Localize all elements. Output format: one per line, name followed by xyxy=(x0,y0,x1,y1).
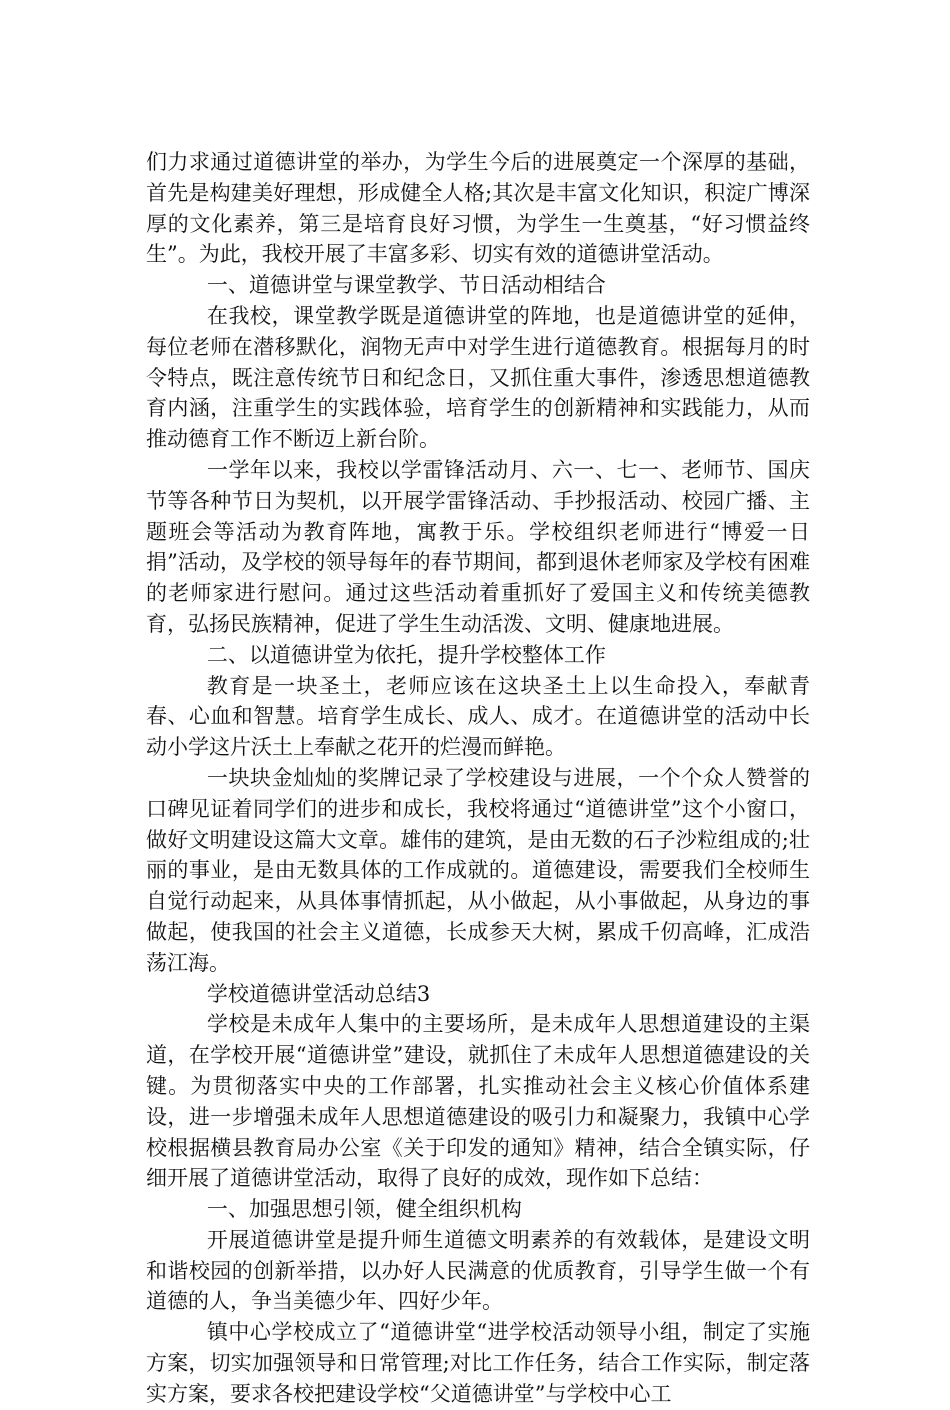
paragraph-moral-lecture-carrier: 开展道德讲堂是提升师生道德文明素养的有效载体，是建设文明和谐校园的创新举措，以办好人民满意的优质教育，引导学生做一个有道德的人，争当美德少年、四好少年。 xyxy=(146,1227,810,1314)
section-heading-2: 二、以道德讲堂为依托，提升学校整体工作 xyxy=(206,642,606,667)
document-page xyxy=(146,147,810,1410)
paragraph-school-year-activities: 一学年以来，我校以学雷锋活动月、六一、七一、老师节、国庆节等各种节日为契机，以开展学雷锋活动、手抄报活动、校园广播、主题班会等活动为教育阵地，寓教于乐。学校组织老师进行“博爱一日捐”活动，及学校的领导每年的春节期间，都到退休老师家及学校有困难的老师家进行慰问。通过这些活动着重抓好了爱国主义和传统美德教育，弘扬民族精神，促进了学生生动活泼、文明、健康地进展。 xyxy=(146,457,810,636)
section-title-summary-3: 学校道德讲堂活动总结3 xyxy=(206,981,431,1006)
paragraph-classroom-teaching: 在我校，课堂教学既是道德讲堂的阵地，也是道德讲堂的延伸，每位老师在潜移默化，润物无声中对学生进行道德教育。根据每月的时令特点，既注意传统节日和纪念日，又抓住重大事件，渗透思想道德教育内涵，注重学生的实践体验，培育学生的创新精神和实践能力，从而推动德育工作不断迈上新台阶。 xyxy=(146,303,810,452)
paragraph-leadership-group: 镇中心学校成立了“道德讲堂“进学校活动领导小组，制定了实施方案，切实加强领导和日常管理;对比工作任务，结合工作实际，制定落实方案，要求各校把建设学校“父道德讲堂”与学校中心工 xyxy=(146,1320,810,1406)
section-heading-3: 一、加强思想引领，健全组织机构 xyxy=(206,1197,522,1222)
paragraph-golden-medals: 一块块金灿灿的奖牌记录了学校建设与进展，一个个众人赞誉的口碑见证着同学们的进步和成长，我校将通过“道德讲堂”这个小窗口，做好文明建设这篇大文章。雄伟的建筑，是由无数的石子沙粒组成的;壮丽的事业，是由无数具体的工作成就的。道德建设，需要我们全校师生自觉行动起来，从具体事情抓起，从小做起，从小事做起，从身边的事做起，使我国的社会主义道德，长成参天大树，累成千仞高峰，汇成浩荡江海。 xyxy=(146,765,810,975)
paragraph-education-holy-land: 教育是一块圣土，老师应该在这块圣土上以生命投入，奉献青春、心血和智慧。培育学生成长、成人、成才。在道德讲堂的活动中长动小学这片沃土上奉献之花开的烂漫而鲜艳。 xyxy=(146,673,810,760)
paragraph-school-main-venue: 学校是未成年人集中的主要场所，是未成年人思想道建设的主渠道，在学校开展“道德讲堂”建设，就抓住了未成年人思想道德建设的关键。为贯彻落实中央的工作部署，扎实推动社会主义核心价值体系建设，进一步增强未成年人思想道德建设的吸引力和凝聚力，我镇中心学校根据横县教育局办公室《关于印发的通知》精神，结合全镇实际，仔细开展了道德讲堂活动，取得了良好的成效，现作如下总结： xyxy=(146,1012,810,1191)
paragraph-intro-continuation: 们力求通过道德讲堂的举办，为学生今后的进展奠定一个深厚的基础，首先是构建美好理想，形成健全人格;其次是丰富文化知识，积淀广博深厚的文化素养，第三是培育良好习惯，为学生一生奠基，“好习惯益终生”。为此，我校开展了丰富多彩、切实有效的道德讲堂活动。 xyxy=(146,150,810,267)
section-heading-1: 一、道德讲堂与课堂教学、节日活动相结合 xyxy=(206,273,606,298)
